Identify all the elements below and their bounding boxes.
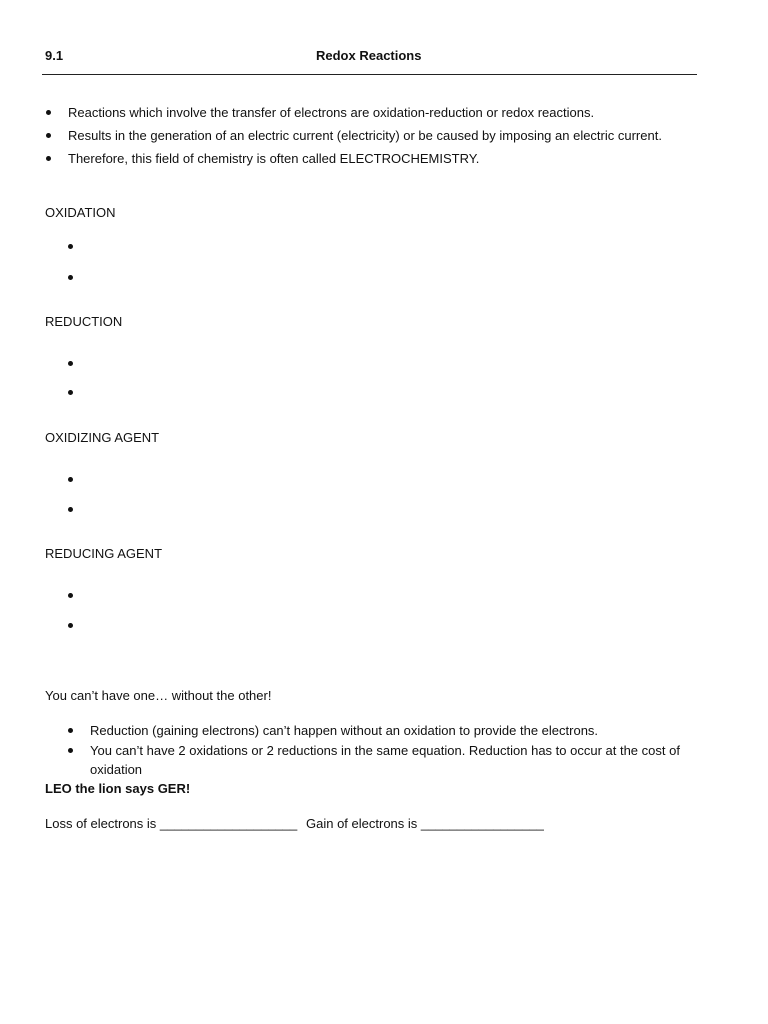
- header-divider: [42, 74, 697, 75]
- section-number: 9.1: [45, 48, 64, 63]
- section-heading-reduction: REDUCTION: [45, 314, 123, 329]
- bullet-dot: [46, 110, 51, 115]
- bullet-dot: [68, 748, 73, 753]
- empty-bullet-dot: [68, 623, 73, 628]
- empty-bullet-dot: [68, 275, 73, 280]
- empty-bullet-dot: [68, 507, 73, 512]
- section-heading-oxidation: OXIDATION: [45, 205, 116, 220]
- section-heading-reducing-agent: REDUCING AGENT: [45, 546, 163, 561]
- loss-of-electrons-blank: Loss of electrons is ___________________: [45, 816, 298, 831]
- pairing-bullet-text-continued: oxidation: [90, 762, 143, 777]
- intro-bullet-text: Reactions which involve the transfer of electrons are oxidation-reduction or redox reactions.: [68, 105, 595, 120]
- bullet-dot: [46, 133, 51, 138]
- gain-of-electrons-blank: Gain of electrons is _________________: [306, 816, 544, 831]
- empty-bullet-dot: [68, 390, 73, 395]
- pairing-statement: You can’t have one… without the other!: [45, 688, 272, 703]
- bullet-dot: [46, 156, 51, 161]
- mnemonic: LEO the lion says GER!: [45, 781, 191, 796]
- empty-bullet-dot: [68, 244, 73, 249]
- page-title: Redox Reactions: [316, 48, 422, 63]
- pairing-bullet-text: Reduction (gaining electrons) can’t happen without an oxidation to provide the electrons.: [90, 723, 599, 738]
- empty-bullet-dot: [68, 477, 73, 482]
- section-heading-oxidizing-agent: OXIDIZING AGENT: [45, 430, 160, 445]
- intro-bullet-text: Results in the generation of an electric current (electricity) or be caused by imposing an electric current.: [68, 128, 662, 143]
- empty-bullet-dot: [68, 361, 73, 366]
- pairing-bullet-text: You can’t have 2 oxidations or 2 reductions in the same equation. Reduction has to occur at the cost of: [90, 743, 680, 758]
- intro-bullet-text: Therefore, this field of chemistry is often called ELECTROCHEMISTRY.: [68, 151, 480, 166]
- page-header: [45, 48, 696, 66]
- bullet-dot: [68, 728, 73, 733]
- empty-bullet-dot: [68, 593, 73, 598]
